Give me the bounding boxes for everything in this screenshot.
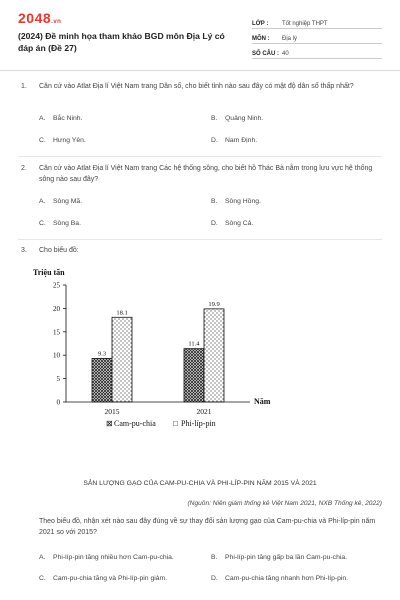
question-divider bbox=[18, 156, 382, 157]
site-logo[interactable]: 2048.vn bbox=[18, 10, 62, 26]
x-tick-label: 2021 bbox=[196, 407, 212, 416]
question-2-option-c[interactable]: C. Sông Ba. bbox=[39, 220, 81, 227]
x-axis-label: Năm bbox=[254, 397, 271, 406]
y-tick-label: 25 bbox=[53, 281, 60, 290]
document-title: (2024) Đề minh họa tham khảo BGD môn Địa Lý có đáp án (Đề 27) bbox=[18, 31, 225, 53]
question-2-option-a[interactable]: A. Sông Mã. bbox=[39, 198, 83, 205]
y-tick-label: 15 bbox=[53, 328, 60, 337]
bar-phi-líp-pin-2015 bbox=[112, 317, 132, 402]
bar-value-label: 18.1 bbox=[116, 309, 128, 317]
question-2-option-d[interactable]: D. Sông Cả. bbox=[211, 220, 254, 227]
question-divider bbox=[18, 239, 382, 240]
y-tick-label: 5 bbox=[56, 375, 60, 384]
question-1-number: 1. bbox=[21, 83, 27, 90]
exam-meta bbox=[252, 15, 382, 60]
bar-phi-líp-pin-2021 bbox=[204, 309, 224, 402]
bar-value-label: 9.3 bbox=[97, 350, 107, 358]
question-3-option-d[interactable]: D. Cam-pu-chia tăng nhanh hơn Phi-líp-pin. bbox=[211, 575, 349, 582]
chart-caption: SẢN LƯỢNG GẠO CỦA CAM-PU-CHIA VÀ PHI-LÍP-PIN NĂM 2015 VÀ 2021 bbox=[83, 480, 317, 487]
legend-label-cam-pu-chia: Cam-pu-chia bbox=[114, 419, 156, 428]
bar-value-label: 19.9 bbox=[208, 300, 220, 308]
bar-cam-pu-chia-2021 bbox=[184, 349, 204, 402]
bar-cam-pu-chia-2015 bbox=[92, 358, 112, 402]
y-tick-label: 10 bbox=[53, 351, 60, 360]
meta-row-class: LỚP : Tốt nghiệp THPT bbox=[252, 15, 382, 29]
question-3-prompt: Theo biểu đồ, nhận xét nào sau đây đúng về sự thay đổi sản lượng gạo của Cam-pu-chia và Phi-líp-pin năm 2021 so với 2015? bbox=[39, 518, 376, 536]
y-axis bbox=[53, 282, 66, 407]
question-2-text: Căn cứ vào Atlat Địa lí Việt Nam trang Các hệ thống sông, cho biết hồ Thác Bà nằm trong lưu vực hệ thống sông nào sau đây? bbox=[39, 165, 373, 183]
question-1-option-c[interactable]: C. Hưng Yên. bbox=[39, 137, 86, 144]
x-tick-label: 2015 bbox=[104, 407, 120, 416]
question-3-option-b[interactable]: B. Phi-líp-pin tăng gấp ba lần Cam-pu-chia. bbox=[211, 554, 348, 561]
chart-bars bbox=[92, 301, 224, 416]
question-1-option-b[interactable]: B. Quảng Ninh. bbox=[211, 115, 264, 122]
header-divider bbox=[0, 70, 400, 71]
meta-row-subject: MÔN : Địa lý bbox=[252, 30, 382, 44]
legend-label-phi-lip-pin: Phi-líp-pin bbox=[181, 419, 216, 428]
legend-marker-phi-lip-pin: □ bbox=[173, 419, 178, 428]
y-axis-label: Triệu tấn bbox=[33, 268, 65, 277]
chart-legend bbox=[106, 419, 216, 428]
bar-value-label: 11.4 bbox=[188, 340, 200, 348]
y-tick-label: 20 bbox=[53, 304, 60, 313]
y-tick-label: 0 bbox=[56, 398, 60, 407]
question-1-option-a[interactable]: A. Bắc Ninh. bbox=[39, 115, 83, 122]
question-3-option-c[interactable]: C. Cam-pu-chia tăng và Phi-líp-pin giảm. bbox=[39, 575, 168, 582]
question-3-text: Cho biểu đồ: bbox=[39, 247, 79, 254]
legend-marker-cam-pu-chia: ⊠ bbox=[106, 419, 113, 428]
question-1-option-d[interactable]: D. Nam Định. bbox=[211, 137, 258, 144]
question-3-number: 3. bbox=[21, 247, 27, 254]
question-2-option-b[interactable]: B. Sông Hồng. bbox=[211, 198, 261, 205]
question-1-text: Căn cứ vào Atlat Địa lí Việt Nam trang Dân số, cho biết tỉnh nào sau đây có mật độ dân số thấp nhất? bbox=[39, 83, 354, 90]
rice-production-chart bbox=[30, 262, 290, 434]
chart-source: (Nguồn: Niên giám thống kê Việt Nam 2021, NXB Thống kê, 2022) bbox=[187, 500, 382, 507]
question-3-option-a[interactable]: A. Phi-líp-pin tăng nhiều hơn Cam-pu-chia. bbox=[39, 554, 174, 561]
meta-row-count: SỐ CÂU : 40 bbox=[252, 45, 382, 59]
question-2-number: 2. bbox=[21, 165, 27, 172]
